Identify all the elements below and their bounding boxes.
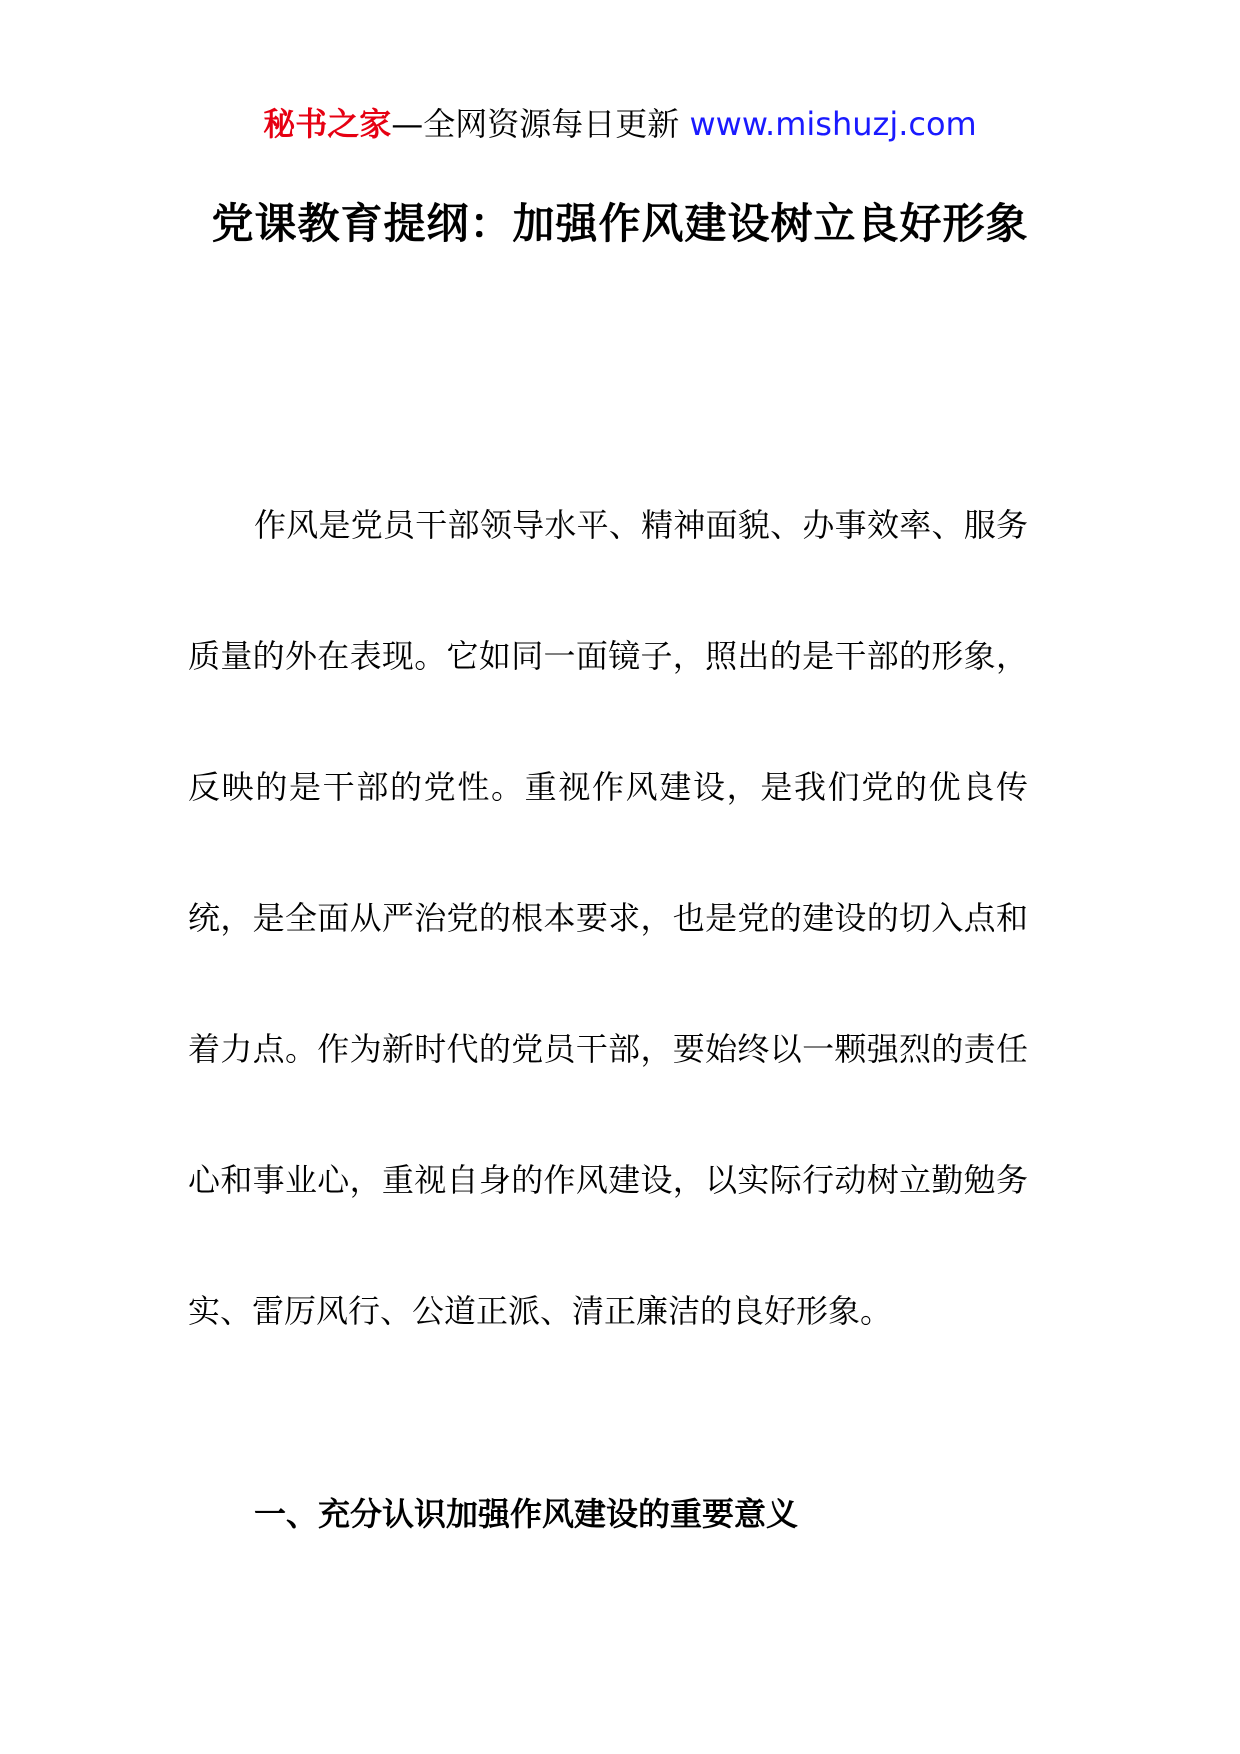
site-url-link[interactable]: www.mishuzj.com <box>689 105 977 143</box>
site-header <box>0 102 1240 146</box>
site-brand: 秘书之家 <box>263 105 392 143</box>
document-title: 党课教育提纲：加强作风建设树立良好形象 <box>211 199 1029 248</box>
site-tagline: —全网资源每日更新 <box>391 105 680 143</box>
section-heading-1: 一、充分认识加强作风建设的重要意义 <box>254 1495 799 1533</box>
intro-paragraph: 作风是党员干部领导水平、精神面貌、办事效率、服务质量的外在表现。它如同一面镜子，照出的是干部的形象，反映的是干部的党性。重视作风建设，是我们党的优良传统，是全面从严治党的根本要求，也是党的建设的切入点和着力点。作为新时代的党员干部，要始终以一颗强烈的责任心和事业心，重视自身的作风建设，以实际行动树立勤勉务实、雷厉风行、公道正派、清正廉洁的良好形象。 <box>188 506 1028 1330</box>
